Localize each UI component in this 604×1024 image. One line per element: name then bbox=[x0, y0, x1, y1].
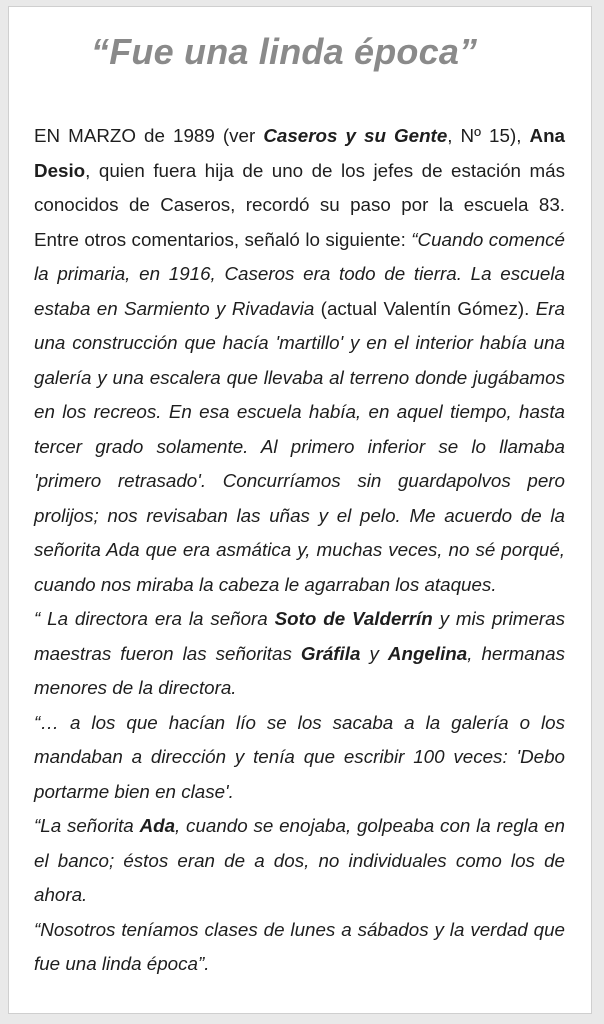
publication-name: Caseros y su Gente bbox=[263, 125, 448, 146]
quote-start: “Cuando comencé la primaria, en 1916, Caseros era todo de tierra. La escuela estaba en Sarmiento y Rivadavia bbox=[34, 228, 566, 319]
p1-text-5: , quien fuera hija de uno de los jefes de estación más conocidos de Caseros, recordó su paso por la escuela 83. Entre otros comentarios, señaló lo siguiente: bbox=[34, 159, 565, 250]
p1-text-1: EN MARZO de 1989 (ver bbox=[34, 125, 264, 146]
p4-text-3: , cuando se enojaba, golpeaba con la regla en el banco; éstos eran de a dos, no individuales como los de ahora. bbox=[34, 815, 565, 905]
quote-continued: Era una construcción que hacía 'martillo' y en el interior había una galería y una escalera que llevaba al terreno donde jugábamos en los recreos. En esa escuela había, en aquel tiempo, hasta tercer grado solamente. Al primero inferior se lo llamaba 'primero retrasado'. Concurríamos sin guardapolvos pero prolijos; nos revisaban las uñas y el pelo. Me acuerdo de la señorita Ada que era asmática y, muchas veces, no sé porqué, cuando nos miraba la cabeza le agarraban los ataques. bbox=[34, 297, 565, 595]
p2-text-1: “ La directora era la señora bbox=[34, 608, 275, 629]
paragraph-1 bbox=[34, 119, 565, 602]
person-angelina: Angelina bbox=[387, 642, 468, 664]
paragraph-2 bbox=[34, 602, 565, 706]
paragraph-3: “… a los que hacían lío se los sacaba a la galería o los mandaban a dirección y tenía que escribir 100 veces: 'Debo portarme bien en clase'. bbox=[34, 711, 565, 802]
p4-text-1: “La señorita bbox=[34, 815, 140, 836]
p1-text-3: , Nº 15), bbox=[447, 125, 522, 146]
p2-text-7: , hermanas menores de la directora. bbox=[34, 642, 566, 698]
article-title: “Fue una linda época” bbox=[91, 31, 478, 72]
article-body bbox=[34, 119, 565, 982]
person-soto-de-valderrin: Soto de Valderrín bbox=[274, 608, 433, 629]
p2-text-5: y bbox=[360, 642, 388, 664]
page-frame bbox=[8, 6, 592, 1014]
paragraph-5: “Nosotros teníamos clases de lunes a sábados y la verdad que fue una linda época”. bbox=[34, 918, 565, 974]
person-ada: Ada bbox=[139, 815, 176, 836]
person-ana-desio: Ana Desio bbox=[34, 125, 565, 181]
paragraph-4 bbox=[34, 809, 565, 913]
p1-text-7: (actual Valentín Gómez). bbox=[314, 297, 536, 319]
person-grafila: Gráfila bbox=[300, 642, 361, 664]
p2-text-3: y mis primeras maestras fueron las señoritas bbox=[34, 608, 565, 664]
